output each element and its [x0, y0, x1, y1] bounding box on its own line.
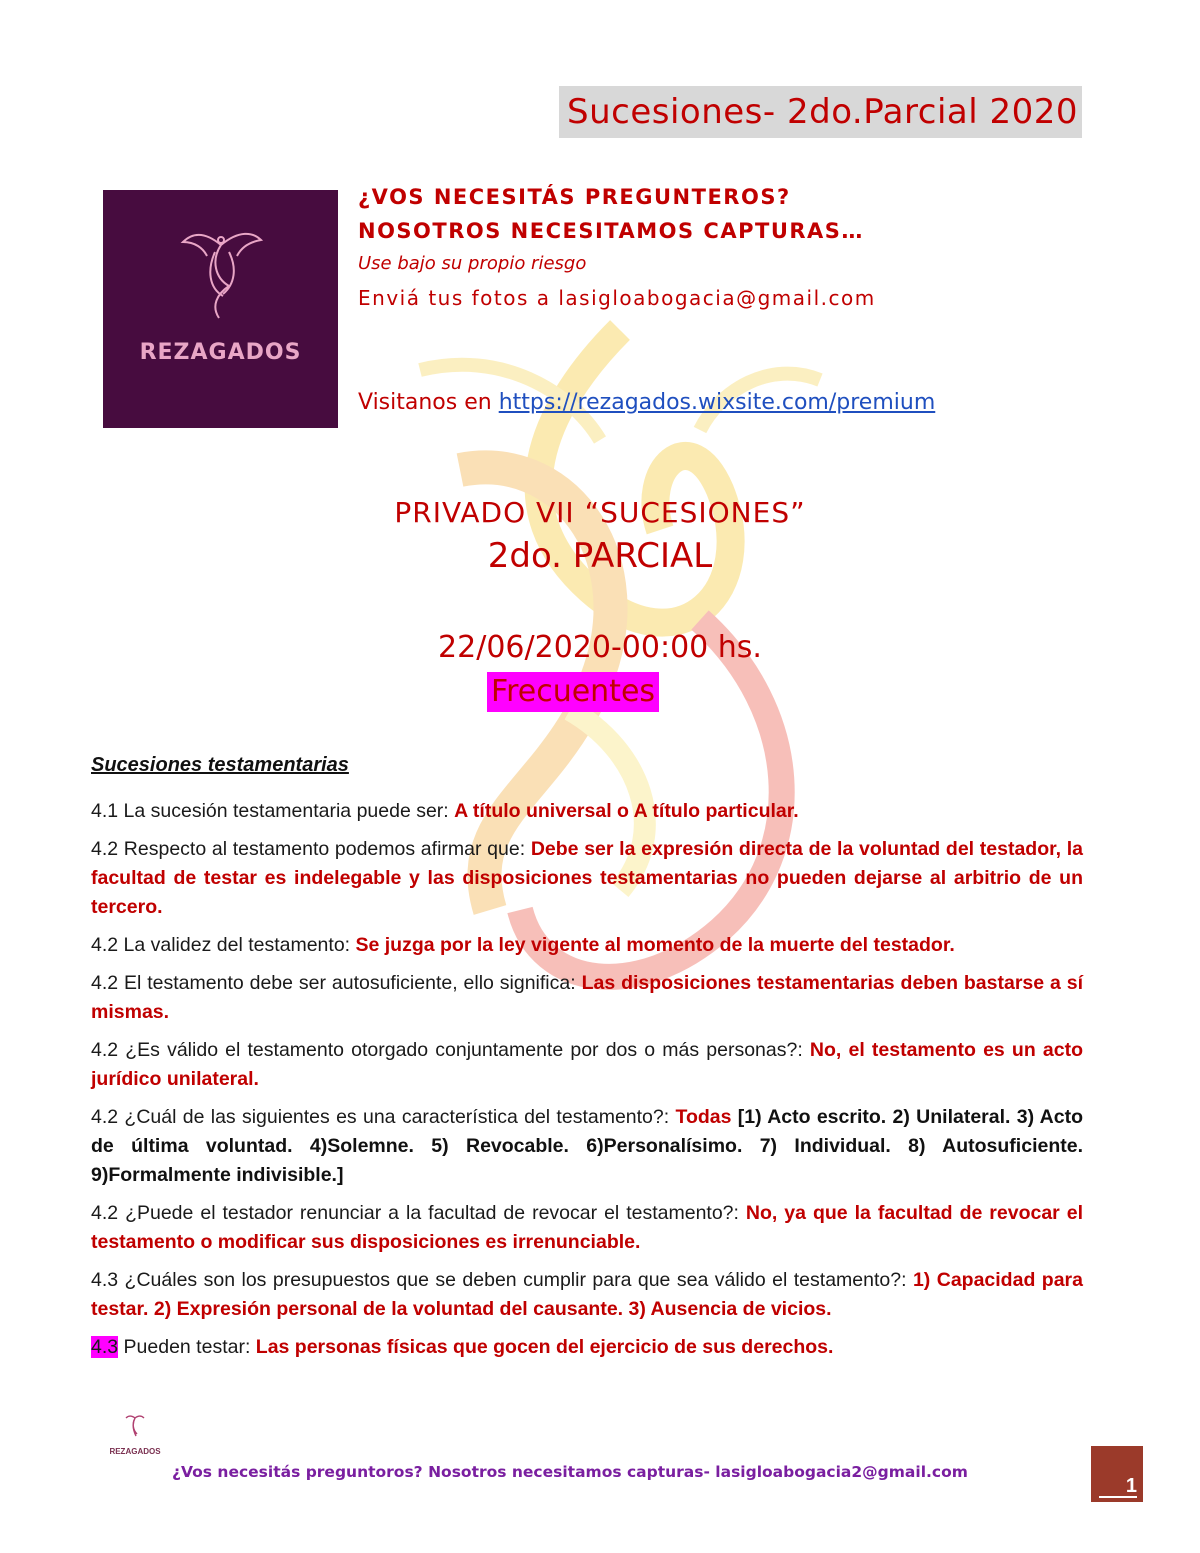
page-title: Sucesiones- 2do.Parcial 2020 [559, 86, 1082, 138]
footer-logo [100, 1412, 170, 1462]
question: 4.2 ¿Puede el testador renunciar a la facultad de revocar el testamento?: [91, 1202, 746, 1224]
rezagados-logo [103, 190, 338, 428]
question-number-highlight: 4.3 [91, 1336, 119, 1358]
logo-text: REZAGADOS [139, 340, 302, 365]
footer-text: ¿Vos necesitás preguntoros? Nosotros necesitamos capturas- lasigloabogacia2@gmail.com [172, 1463, 968, 1481]
question: Pueden testar: [118, 1336, 256, 1358]
answer: Las personas físicas que gocen del ejercicio de sus derechos. [255, 1336, 834, 1358]
question: 4.2 Respecto al testamento podemos afirmar que: [91, 838, 531, 860]
question: 4.2 El testamento debe ser autosuficiente, ello significa: [91, 972, 582, 994]
frecuentes-tag: Frecuentes [487, 672, 659, 712]
answer: Se juzga por la ley vigente al momento de la muerte del testador. [355, 934, 955, 956]
question: 4.2 ¿Cuál de las siguientes es una característica del testamento?: [91, 1106, 676, 1128]
promo-line-3: Use bajo su propio riesgo [358, 253, 587, 274]
qa-item [91, 1333, 1083, 1362]
qa-item [91, 797, 1083, 826]
answer-detail: [1) Acto escrito. 2) Unilateral. 3) Acto de última voluntad. 4)Solemne. 5) Revocable. 6)Personalísimo. 7) Individual. 8) Autosuficiente. 9)Formalmente indivisible.] [91, 1106, 1083, 1186]
exam-parcial: 2do. PARCIAL [487, 536, 713, 576]
promo-line-4: Enviá tus fotos a lasigloabogacia@gmail.com [358, 286, 876, 310]
visit-line [358, 390, 935, 415]
phoenix-small-icon [120, 1412, 150, 1440]
answer: Debe ser la expresión directa de la voluntad del testador, la facultad de testar es indelegable y las disposiciones testamentarias no pueden dejarse al arbitrio de un tercero. [91, 838, 1084, 918]
page-number [1091, 1446, 1143, 1502]
qa-list [91, 797, 1083, 1371]
qa-item [91, 835, 1083, 922]
qa-item [91, 1266, 1083, 1324]
promo-line-1: ¿VOS NECESITÁS PREGUNTEROS? [358, 185, 791, 209]
question: 4.1 La sucesión testamentaria puede ser: [91, 800, 455, 822]
answer: Todas [675, 1106, 732, 1128]
answer: No, ya que la facultad de revocar el testamento o modificar sus disposiciones es irrenunciable. [91, 1202, 1083, 1253]
answer: No, el testamento es un acto jurídico unilateral. [91, 1039, 1083, 1090]
question: 4.2 La validez del testamento: [91, 934, 356, 956]
qa-item [91, 1036, 1083, 1094]
premium-link[interactable]: https://rezagados.wixsite.com/premium [498, 390, 936, 415]
visit-prefix: Visitanos en [358, 390, 499, 415]
promo-block [358, 180, 876, 316]
qa-item [91, 1103, 1083, 1190]
exam-date: 22/06/2020-00:00 hs. [438, 630, 762, 665]
answer: A título universal o A título particular. [454, 800, 799, 822]
answer: Las disposiciones testamentarias deben bastarse a sí mismas. [91, 972, 1084, 1023]
page-number-value: 1 [1125, 1475, 1137, 1497]
phoenix-icon [103, 190, 338, 340]
footer-logo-text: REZAGADOS [109, 1447, 161, 1456]
qa-item [91, 931, 1083, 960]
exam-subject: PRIVADO VII “SUCESIONES” [394, 496, 806, 529]
qa-item [91, 969, 1083, 1027]
section-title: Sucesiones testamentarias [91, 754, 349, 776]
promo-line-2: NOSOTROS NECESITAMOS CAPTURAS… [358, 219, 864, 243]
question: 4.2 ¿Es válido el testamento otorgado conjuntamente por dos o más personas?: [91, 1039, 810, 1061]
answer: 1) Capacidad para testar. 2) Expresión personal de la voluntad del causante. 3) Ausencia de vicios. [91, 1269, 1083, 1320]
qa-item [91, 1199, 1083, 1257]
question: 4.3 ¿Cuáles son los presupuestos que se deben cumplir para que sea válido el testamento?: [91, 1269, 913, 1291]
